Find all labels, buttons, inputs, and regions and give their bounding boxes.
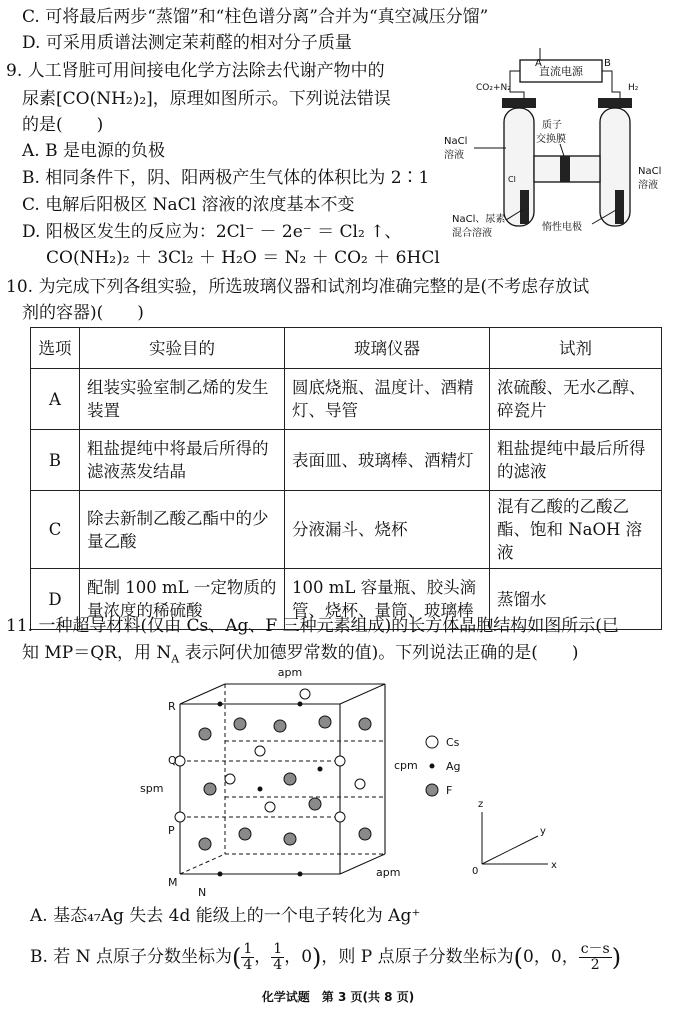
cs-atom: [225, 774, 235, 784]
n-coord-y: $\frac{1}{4}$: [273, 941, 283, 973]
q9-stem-line3: 的是( ): [22, 115, 104, 135]
cs-atom: [255, 746, 265, 756]
ag-atom: [298, 702, 303, 707]
q9-stem-line2: 尿素[CO(NH₂)₂]，原理如图所示。下列说法错误: [22, 89, 391, 109]
electrode-label: 惰性电极: [542, 222, 582, 233]
f-atom: [204, 783, 216, 795]
header-reagent: 试剂: [490, 328, 662, 369]
table-row: [31, 369, 662, 430]
q9-option-a: A. B 是电源的负极: [22, 141, 165, 161]
f-atom: [359, 718, 371, 730]
apm-bottom-label: apm: [376, 866, 401, 879]
mix-label-1: NaCl、尿素: [452, 214, 506, 225]
cs-atom: [335, 756, 345, 766]
membrane-pointer: [560, 144, 564, 156]
proton-membrane: [560, 156, 570, 182]
f-atom: [239, 828, 251, 840]
stopper-left: [502, 98, 536, 108]
header-glassware: 玻璃仪器: [285, 328, 490, 369]
legend-f-marker: [426, 784, 438, 796]
q10-stem-line2: 剂的容器)( ): [22, 303, 144, 323]
legend-cs-label: Cs: [446, 736, 460, 749]
row-purpose: 粗盐提纯中将最后所得的滤液蒸发结晶: [80, 430, 285, 491]
prev-option-c: C. 可将最后两步“蒸馏”和“柱色谱分离”合并为“真空减压分馏”: [22, 7, 489, 27]
cs-atom: [335, 812, 345, 822]
f-atom: [199, 728, 211, 740]
nacl-left-1: NaCl: [444, 136, 468, 147]
legend-cs-marker: [426, 736, 438, 748]
p-coord-z: $\frac{c-s}{2}$: [580, 941, 610, 973]
row-glassware: 圆底烧瓶、温度计、酒精灯、导管: [285, 369, 490, 430]
page-footer: 化学试题 第 3 页(共 8 页): [261, 990, 415, 1004]
table-row: [31, 430, 662, 491]
stopper-right: [598, 98, 632, 108]
n-coord-x: $\frac{1}{4}$: [243, 941, 253, 973]
row-option: C: [31, 491, 80, 569]
q9-stem-line1: 9. 人工肾脏可用间接电化学方法除去代谢产物中的: [6, 61, 385, 81]
cpm-label: cpm: [394, 759, 418, 772]
cs-atom: [300, 689, 310, 699]
point-q-label: Q: [168, 754, 177, 767]
ag-atom: [218, 872, 223, 877]
row-option: B: [31, 430, 80, 491]
q9-option-d-line2: CO(NH₂)₂ ＋ 3Cl₂ ＋ H₂O ＝ N₂ ＋ CO₂ ＋ 6HCl: [46, 248, 440, 268]
row-glassware: 分液漏斗、烧杯: [285, 491, 490, 569]
membrane-label-1: 质子: [542, 120, 562, 131]
right-electrode: [615, 190, 624, 224]
table-row: [31, 491, 662, 569]
legend-f-label: F: [446, 784, 453, 797]
axis-y-label: y: [540, 826, 546, 837]
left-tube: [504, 108, 534, 226]
dc-power-label: 直流电源: [539, 65, 583, 78]
terminal-a-label: A: [535, 58, 542, 69]
axis-arrows: [482, 812, 548, 864]
ag-atom: [258, 787, 263, 792]
q11-option-b: B. 若 N 点原子分数坐标为( $\frac{1}{4}$ ， $\frac{1}{4}$ ，0)，则 P 点原子分数坐标为(0，0， $\frac{c-s}{2}$ ): [30, 941, 622, 973]
electrolysis-diagram: [440, 40, 672, 250]
row-purpose: 组装实验室制乙烯的发生装置: [80, 369, 285, 430]
q11-stem-line2: 知 MP＝QR，用 $N_A$ 表示阿伏加德罗常数的值)。下列说法正确的是( ): [22, 643, 579, 666]
ag-atom: [318, 767, 323, 772]
q11-option-a: A. 基态₄₇Ag 失去 4d 能级上的一个电子转化为 Ag⁺: [30, 906, 421, 926]
prev-option-d: D. 可采用质谱法测定茉莉醛的相对分子质量: [22, 33, 352, 53]
q11-stem-line1: 11. 一种超导材料(仅由 Cs、Ag、F 三种元素组成)的长方体晶胞结构如图所示(已: [6, 616, 619, 636]
mix-label-2: 混合溶液: [452, 228, 492, 239]
row-reagent: 粗盐提纯中最后所得的滤液: [490, 430, 662, 491]
cs-atom: [355, 779, 365, 789]
f-atom: [274, 720, 286, 732]
row-purpose: 配制 100 mL 一定物质的量浓度的稀硫酸: [80, 569, 285, 630]
q10-table: [30, 327, 662, 630]
f-atom: [284, 773, 296, 785]
axis-z-label: z: [478, 799, 484, 810]
point-p-label: P: [168, 824, 175, 837]
left-electrode: [520, 190, 529, 224]
table-header-row: [31, 328, 662, 369]
legend-ag-label: Ag: [446, 760, 461, 773]
point-m-label: M: [168, 876, 178, 889]
f-atom: [234, 718, 246, 730]
apm-top-label: apm: [277, 666, 303, 679]
nacl-left-2: 溶液: [444, 150, 464, 161]
f-atom: [284, 833, 296, 845]
terminal-b-label: B: [604, 58, 611, 69]
f-atom: [319, 716, 331, 728]
membrane-label-2: 交换膜: [536, 134, 566, 145]
gas-right-label: H₂: [628, 83, 639, 93]
row-reagent: 浓硫酸、无水乙醇、碎瓷片: [490, 369, 662, 430]
q9-option-c: C. 电解后阳极区 NaCl 溶液的浓度基本不变: [22, 195, 355, 215]
point-n-label: N: [198, 886, 207, 899]
point-r-label: R: [168, 700, 176, 713]
q9-option-d-line1: D. 阳极区发生的反应为：2Cl⁻ － 2e⁻ ＝ Cl₂ ↑、: [22, 222, 402, 242]
legend-ag-marker: [430, 764, 435, 769]
f-atom: [359, 828, 371, 840]
q9-option-b: B. 相同条件下，阴、阳两极产生气体的体积比为 2∶1: [22, 168, 430, 188]
atom-layer: [175, 689, 371, 877]
row-reagent: 蒸馏水: [490, 569, 662, 630]
gas-left-label: CO₂+N₂: [476, 83, 511, 93]
nacl-right-1: NaCl: [638, 166, 662, 177]
row-reagent: 混有乙酸的乙酸乙酯、饱和 NaOH 溶液: [490, 491, 662, 569]
axis-origin-label: 0: [472, 866, 479, 877]
crystal-cell-diagram: [130, 664, 580, 902]
row-glassware: 100 mL 容量瓶、胶头滴管、烧杯、量筒、玻璃棒: [285, 569, 490, 630]
nacl-right-2: 溶液: [638, 180, 658, 191]
header-option: 选项: [31, 328, 80, 369]
row-purpose: 除去新制乙酸乙酯中的少量乙酸: [80, 491, 285, 569]
row-glassware: 表面皿、玻璃棒、酒精灯: [285, 430, 490, 491]
header-purpose: 实验目的: [80, 328, 285, 369]
cs-atom: [175, 812, 185, 822]
f-atom: [199, 838, 211, 850]
cl-label: Cl: [508, 175, 516, 184]
row-option: A: [31, 369, 80, 430]
q10-stem-line1: 10. 为完成下列各组实验，所选玻璃仪器和试剂均准确完整的是(不考虑存放试: [6, 277, 590, 297]
f-atom: [309, 798, 321, 810]
ag-atom: [218, 702, 223, 707]
spm-label: spm: [140, 782, 164, 795]
cs-atom: [265, 802, 275, 812]
axis-x-label: x: [551, 860, 557, 871]
row-option: D: [31, 569, 80, 630]
ag-atom: [298, 872, 303, 877]
